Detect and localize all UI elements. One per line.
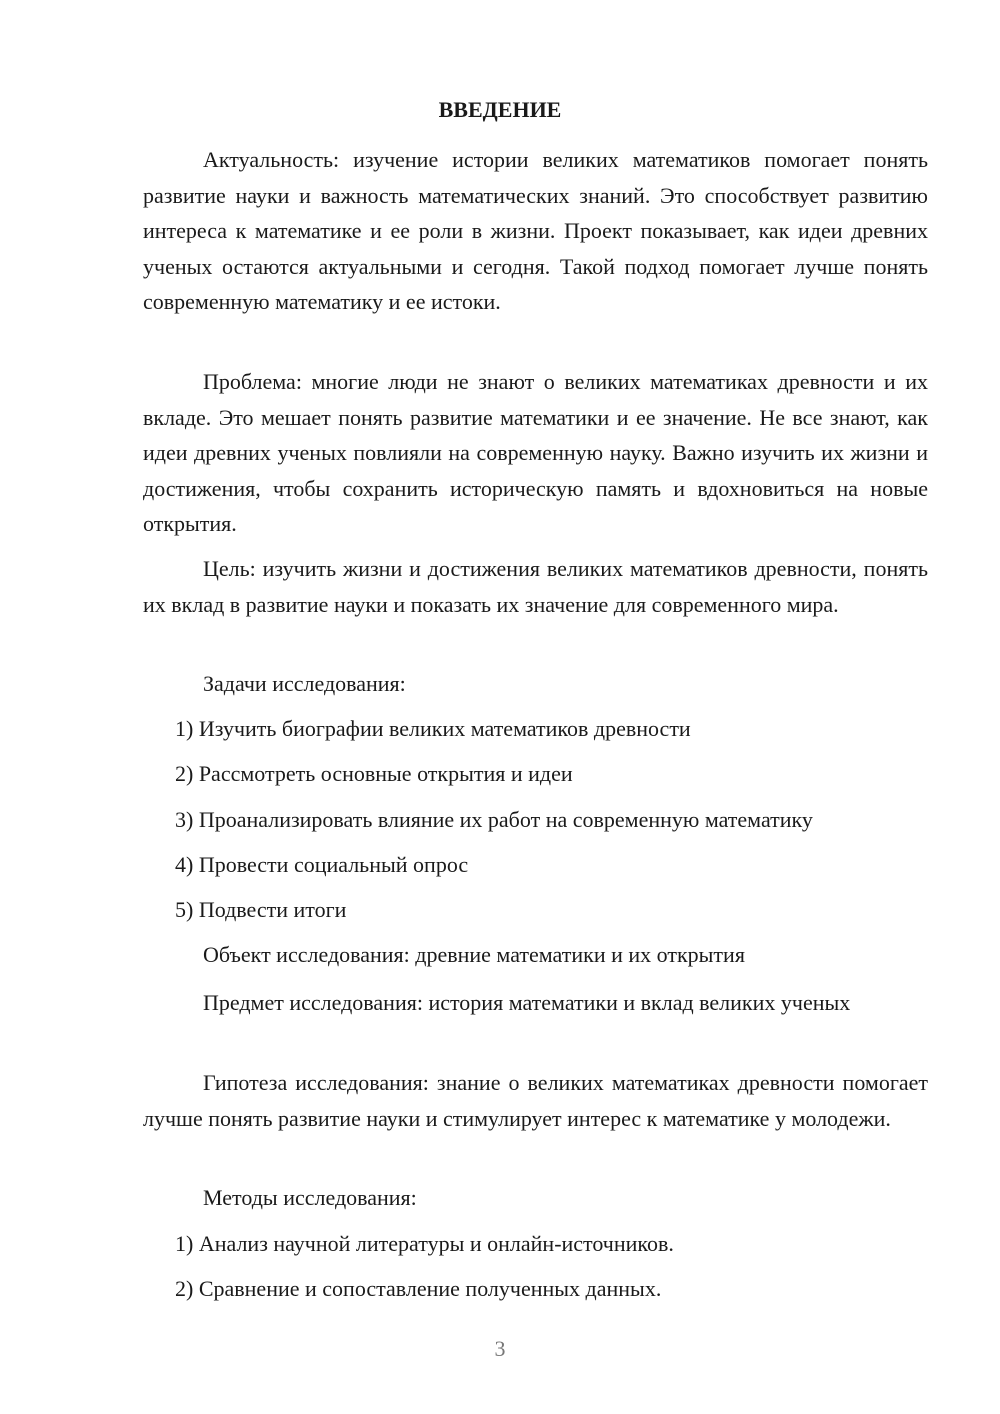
task-item: 4) Провести социальный опрос — [175, 852, 469, 877]
section-heading: ВВЕДЕНИЕ — [438, 97, 562, 122]
goal-paragraph: Цель: изучить жизни и достижения великих математиков древности, понять их вклад в развитие науки и показать их значение для современного мира. — [143, 556, 928, 617]
tasks-title: Задачи исследования: — [203, 671, 406, 696]
methods-title: Методы исследования: — [203, 1185, 417, 1210]
problem-paragraph: Проблема: многие люди не знают о великих математиках древности и их вкладе. Это мешает понять развитие математики и ее значение. Не все знают, как идеи древних ученых повлияли на современную науку. Важно изучить их жизни и достижения, чтобы сохранить историческую память и вдохновиться на новые открытия. — [143, 369, 928, 536]
task-item: 3) Проанализировать влияние их работ на современную математику — [175, 807, 813, 832]
task-item: 2) Рассмотреть основные открытия и идеи — [175, 761, 573, 786]
research-subject: Предмет исследования: история математики и вклад великих ученых — [203, 990, 851, 1015]
hypothesis-paragraph: Гипотеза исследования: знание о великих математиках древности помогает лучше понять развитие науки и стимулирует интерес к математике у молодежи. — [143, 1070, 928, 1131]
relevance-paragraph: Актуальность: изучение истории великих математиков помогает понять развитие науки и важность математических знаний. Это способствует развитию интереса к математике и ее роли в жизни. Проект показывает, как идеи древних ученых остаются актуальными и сегодня. Такой подход помогает лучше понять современную математику и ее истоки. — [143, 147, 928, 314]
task-item: 5) Подвести итоги — [175, 897, 347, 922]
task-item: 1) Изучить биографии великих математиков древности — [175, 716, 691, 741]
research-object: Объект исследования: древние математики и их открытия — [203, 942, 745, 967]
method-item: 1) Анализ научной литературы и онлайн-источников. — [175, 1231, 674, 1256]
page-number: 3 — [494, 1336, 506, 1361]
method-item: 2) Сравнение и сопоставление полученных данных. — [175, 1276, 662, 1301]
